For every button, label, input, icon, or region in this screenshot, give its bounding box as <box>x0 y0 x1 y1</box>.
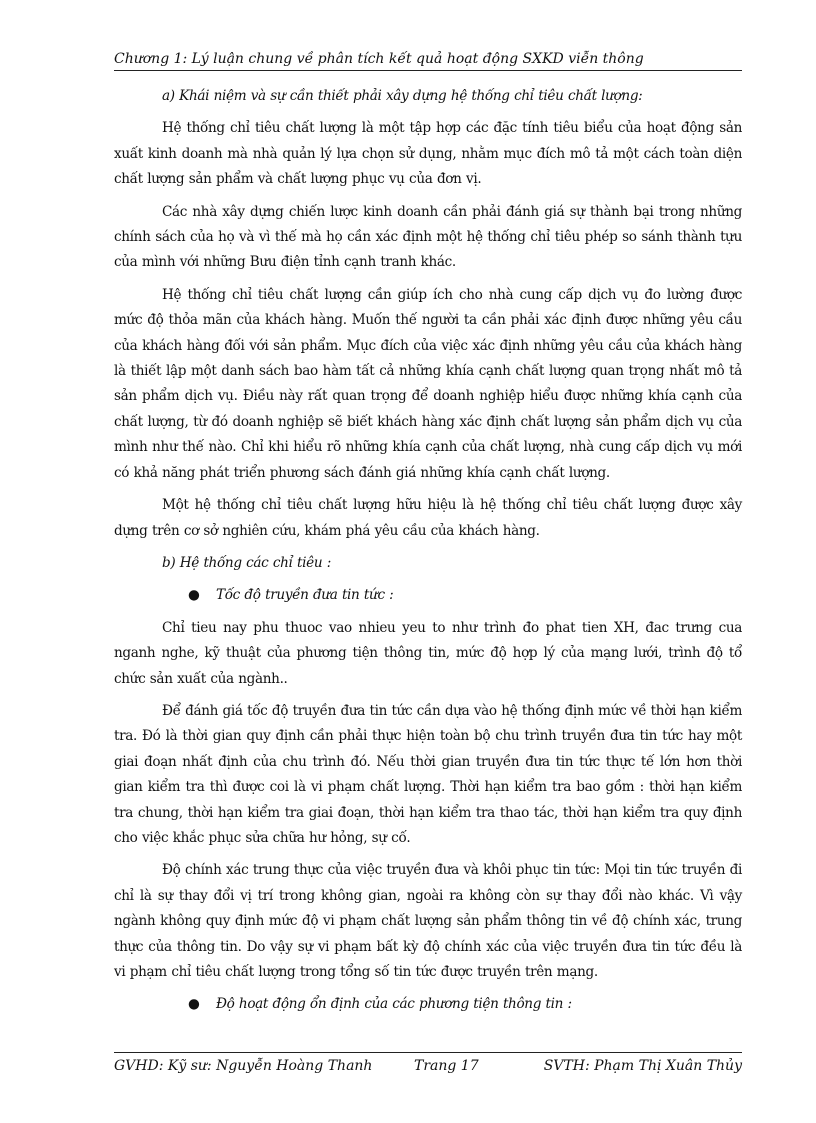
bullet-icon: ● <box>188 587 200 604</box>
paragraph-5: Chỉ tieu nay phu thuoc vao nhieu yeu to như trình đo phat tien XH, đac trưng cua nganh nghe, kỹ thuật của phương tiện thông tin, mức độ hợp lý của mạng lưới, trình độ tổ chức sản xuất của ngành.. <box>114 619 742 687</box>
bullet-icon: ● <box>188 996 200 1013</box>
section-heading-b: b) Hệ thống các chỉ tiêu : <box>162 554 331 571</box>
section-heading-a: a) Khái niệm và sự cần thiết phải xây dựng hệ thống chỉ tiêu chất lượng: <box>162 88 643 104</box>
page-body <box>114 84 742 1025</box>
header-divider <box>114 70 742 71</box>
page-header: Chương 1: Lý luận chung về phân tích kết quả hoạt động SXKD viễn thông <box>114 51 644 67</box>
page-number: Trang 17 <box>414 1058 479 1074</box>
paragraph-6: Để đánh giá tốc độ truyền đưa tin tức cần dựa vào hệ thống định mức về thời hạn kiểm tra. Đó là thời gian quy định cần phải thực hiện toàn bộ chu trình truyền đưa tin tức hay một giai đoạn nhất định của chu trình đó. Nếu thời gian truyền đưa tin tức thực tế lớn hơn thời gian kiểm tra thì được coi là vi phạm chất lượng. Thời hạn kiểm tra bao gồm : thời hạn kiểm tra chung, thời hạn kiểm tra giai đoạn, thời hạn kiểm tra thao tác, thời hạn kiểm tra quy định cho việc khắc phục sửa chữa hư hỏng, sự cố. <box>114 702 742 846</box>
bullet-item-2 <box>114 992 742 1017</box>
page-footer <box>114 1057 742 1077</box>
footer-advisor: GVHD: Kỹ sư: Nguyễn Hoàng Thanh <box>114 1058 373 1074</box>
bullet-item-1 <box>114 583 742 608</box>
paragraph-1: Hệ thống chỉ tiêu chất lượng là một tập hợp các đặc tính tiêu biểu của hoạt động sản xuất kinh doanh mà nhà quản lý lựa chọn sử dụng, nhằm mục đích mô tả một cách toàn diện chất lượng sản phẩm và chất lượng phục vụ của đơn vị. <box>114 120 742 188</box>
footer-divider <box>114 1052 742 1053</box>
paragraph-7: Độ chính xác trung thực của việc truyền đưa và khôi phục tin tức: Mọi tin tức truyền đi chỉ là sự thay đổi vị trí trong không gian, ngoài ra không còn sự thay đổi nào khác. Vì vậy ngành không quy định mức độ vi phạm chất lượng sản phẩm thông tin về độ chính xác, trung thực của thông tin. Do vậy sự vi phạm bất kỳ độ chính xác của việc truyền đưa tin tức đều là vi phạm chỉ tiêu chất lượng trong tổng số tin tức được truyền trên mạng. <box>114 862 742 980</box>
paragraph-2: Các nhà xây dựng chiến lược kinh doanh cần phải đánh giá sự thành bại trong những chính sách của họ và vì thế mà họ cần xác định một hệ thống chỉ tiêu phép so sánh thành tựu của mình với những Bưu điện tỉnh cạnh tranh khác. <box>114 203 742 271</box>
footer-student: SVTH: Phạm Thị Xuân Thủy <box>543 1058 742 1074</box>
paragraph-4: Một hệ thống chỉ tiêu chất lượng hữu hiệu là hệ thống chỉ tiêu chất lượng được xây dựng trên cơ sở nghiên cứu, khám phá yêu cầu của khách hàng. <box>114 497 742 539</box>
bullet-text: Độ hoạt động ổn định của các phương tiện thông tin : <box>216 996 572 1013</box>
paragraph-3: Hệ thống chỉ tiêu chất lượng cần giúp ích cho nhà cung cấp dịch vụ đo lường được mức độ thỏa mãn của khách hàng. Muốn thế người ta cần phải xác định được những yêu cầu của khách hàng đối với sản phẩm. Mục đích của việc xác định những yêu cầu của khách hàng là thiết lập một danh sách bao hàm tất cả những khía cạnh chất lượng quan trọng nhất mô tả sản phẩm dịch vụ. Điều này rất quan trọng để doanh nghiệp hiểu được những khía cạnh của chất lượng, từ đó doanh nghiệp sẽ biết khách hàng xác định chất lượng sản phẩm dịch vụ của mình như thế nào. Chỉ khi hiểu rõ những khía cạnh của chất lượng, nhà cung cấp dịch vụ mới có khả năng phát triển phương sách đánh giá những khía cạnh chất lượng. <box>114 286 742 481</box>
bullet-text: Tốc độ truyền đưa tin tức : <box>216 587 394 604</box>
